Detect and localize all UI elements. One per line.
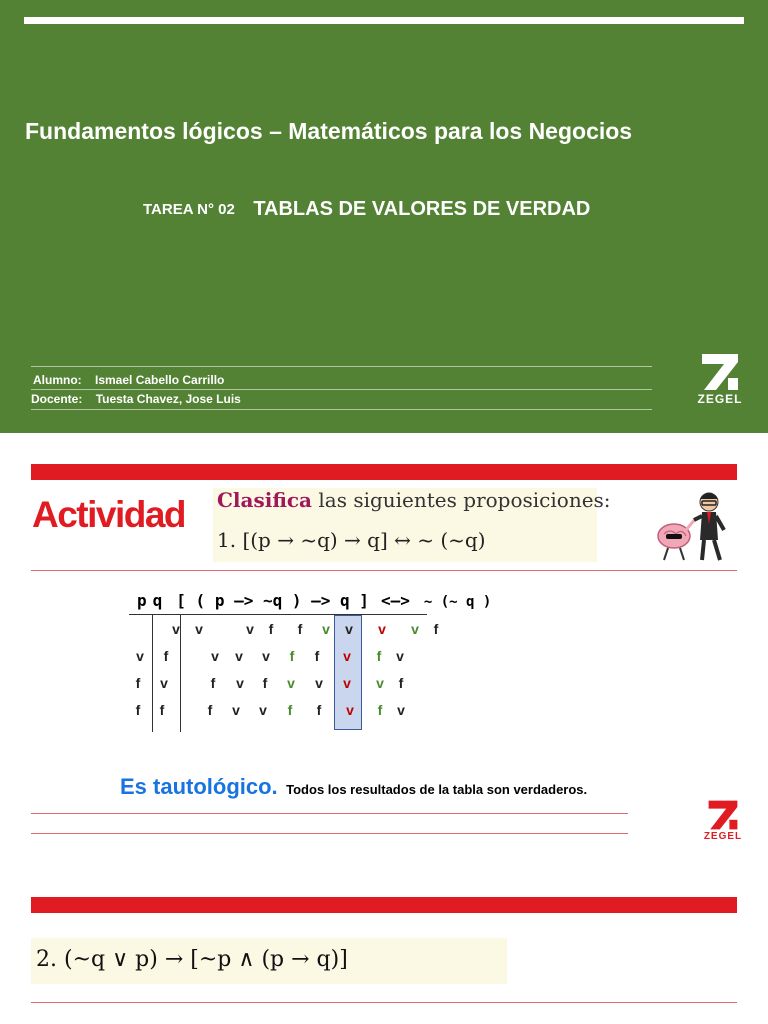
- proposition-1: 1. [(p → ~q) → q] ↔ ~ (~q): [217, 528, 486, 552]
- student-name: Ismael Cabello Carrillo: [95, 373, 225, 387]
- table-cell: v: [211, 648, 219, 664]
- cover-slide: [0, 0, 768, 433]
- student-row: [33, 373, 224, 387]
- table-cell: v: [259, 702, 267, 718]
- table-cell: f: [210, 675, 216, 691]
- section-divider: [31, 1002, 737, 1003]
- table-column-rule: [152, 614, 153, 732]
- truth-table-header: [137, 591, 491, 610]
- table-cell: f: [289, 648, 295, 664]
- table-cell: v: [397, 702, 405, 718]
- task-title: TABLAS DE VALORES DE VERDAD: [253, 198, 591, 220]
- info-divider: [31, 409, 652, 410]
- teacher-row: [31, 392, 241, 406]
- section-divider: [31, 570, 737, 571]
- task-number: TAREA N° 02: [143, 201, 235, 218]
- zegel-logo: [692, 352, 748, 406]
- table-cell: f: [398, 675, 404, 691]
- table-cell: f: [135, 675, 141, 691]
- zegel-logo-text: ZEGEL: [703, 831, 743, 842]
- zegel-logo-icon: [692, 352, 748, 392]
- table-cell: v: [396, 648, 404, 664]
- table-cell: v: [246, 621, 254, 637]
- table-cell: f: [433, 621, 439, 637]
- prompt-box: [213, 488, 611, 562]
- table-cell-result: v: [345, 621, 353, 637]
- table-cell: f: [314, 648, 320, 664]
- header-p: p: [137, 591, 147, 610]
- table-cell: v: [262, 648, 270, 664]
- table-cell: f: [268, 621, 274, 637]
- table-cell: f: [262, 675, 268, 691]
- table-cell: f: [159, 702, 165, 718]
- teacher-name: Tuesta Chavez, Jose Luis: [95, 392, 241, 406]
- table-cell: v: [315, 675, 323, 691]
- header-biconditional: <—>: [380, 591, 410, 610]
- table-cell: v: [160, 675, 168, 691]
- table-cell: v: [232, 702, 240, 718]
- zegel-logo-text: ZEGEL: [697, 392, 743, 406]
- brain-character-illustration: [652, 490, 736, 566]
- table-cell: v: [376, 675, 384, 691]
- table-cell-result: v: [343, 675, 351, 691]
- info-divider: [31, 389, 652, 390]
- table-cell: v: [195, 621, 203, 637]
- task-heading: [143, 198, 590, 221]
- table-cell: v: [235, 648, 243, 664]
- table-cell: f: [287, 702, 293, 718]
- table-cell: v: [322, 621, 330, 637]
- table-cell: v: [411, 621, 419, 637]
- zegel-logo-small: [700, 799, 746, 842]
- proposition-2-box: [31, 938, 507, 984]
- top-divider: [24, 17, 744, 24]
- table-cell: v: [287, 675, 295, 691]
- conclusion: [120, 774, 587, 800]
- course-title: Fundamentos lógicos – Matemáticos para los Negocios: [25, 118, 633, 144]
- conclusion-heading: Es tautológico.: [120, 774, 278, 799]
- table-cell: v: [136, 648, 144, 664]
- table-cell: f: [316, 702, 322, 718]
- table-cell: f: [376, 648, 382, 664]
- prompt-rest: las siguientes proposiciones:: [312, 488, 611, 512]
- header-q: q: [152, 591, 163, 610]
- table-cell: f: [297, 621, 303, 637]
- prompt-text: [217, 488, 611, 512]
- table-cell: f: [377, 702, 383, 718]
- teacher-label: Docente:: [31, 392, 83, 406]
- header-negation: ~ (~ q ): [423, 594, 492, 610]
- table-cell-result: v: [346, 702, 354, 718]
- activity-title: Actividad: [32, 494, 186, 535]
- student-label: Alumno:: [33, 373, 82, 387]
- table-cell: f: [135, 702, 141, 718]
- answer-line: [31, 833, 628, 834]
- conclusion-detail: Todos los resultados de la tabla son verdaderos.: [286, 782, 588, 797]
- zegel-logo-icon: [700, 799, 746, 831]
- prompt-keyword: Clasifica: [217, 488, 313, 512]
- table-cell: v: [236, 675, 244, 691]
- info-divider: [31, 366, 652, 367]
- red-header-bar: [31, 897, 737, 913]
- table-cell: v: [378, 621, 386, 637]
- table-cell: v: [172, 621, 180, 637]
- table-cell-result: v: [343, 648, 351, 664]
- table-header-rule: [129, 614, 427, 615]
- proposition-2: 2. (~q ∨ p) → [~p ∧ (p → q)]: [36, 947, 348, 972]
- header-expression: [ ( p —> ~q ) —> q ]: [176, 591, 369, 610]
- answer-line: [31, 813, 628, 814]
- table-cell: f: [163, 648, 169, 664]
- table-cell: f: [207, 702, 213, 718]
- red-header-bar: [31, 464, 737, 480]
